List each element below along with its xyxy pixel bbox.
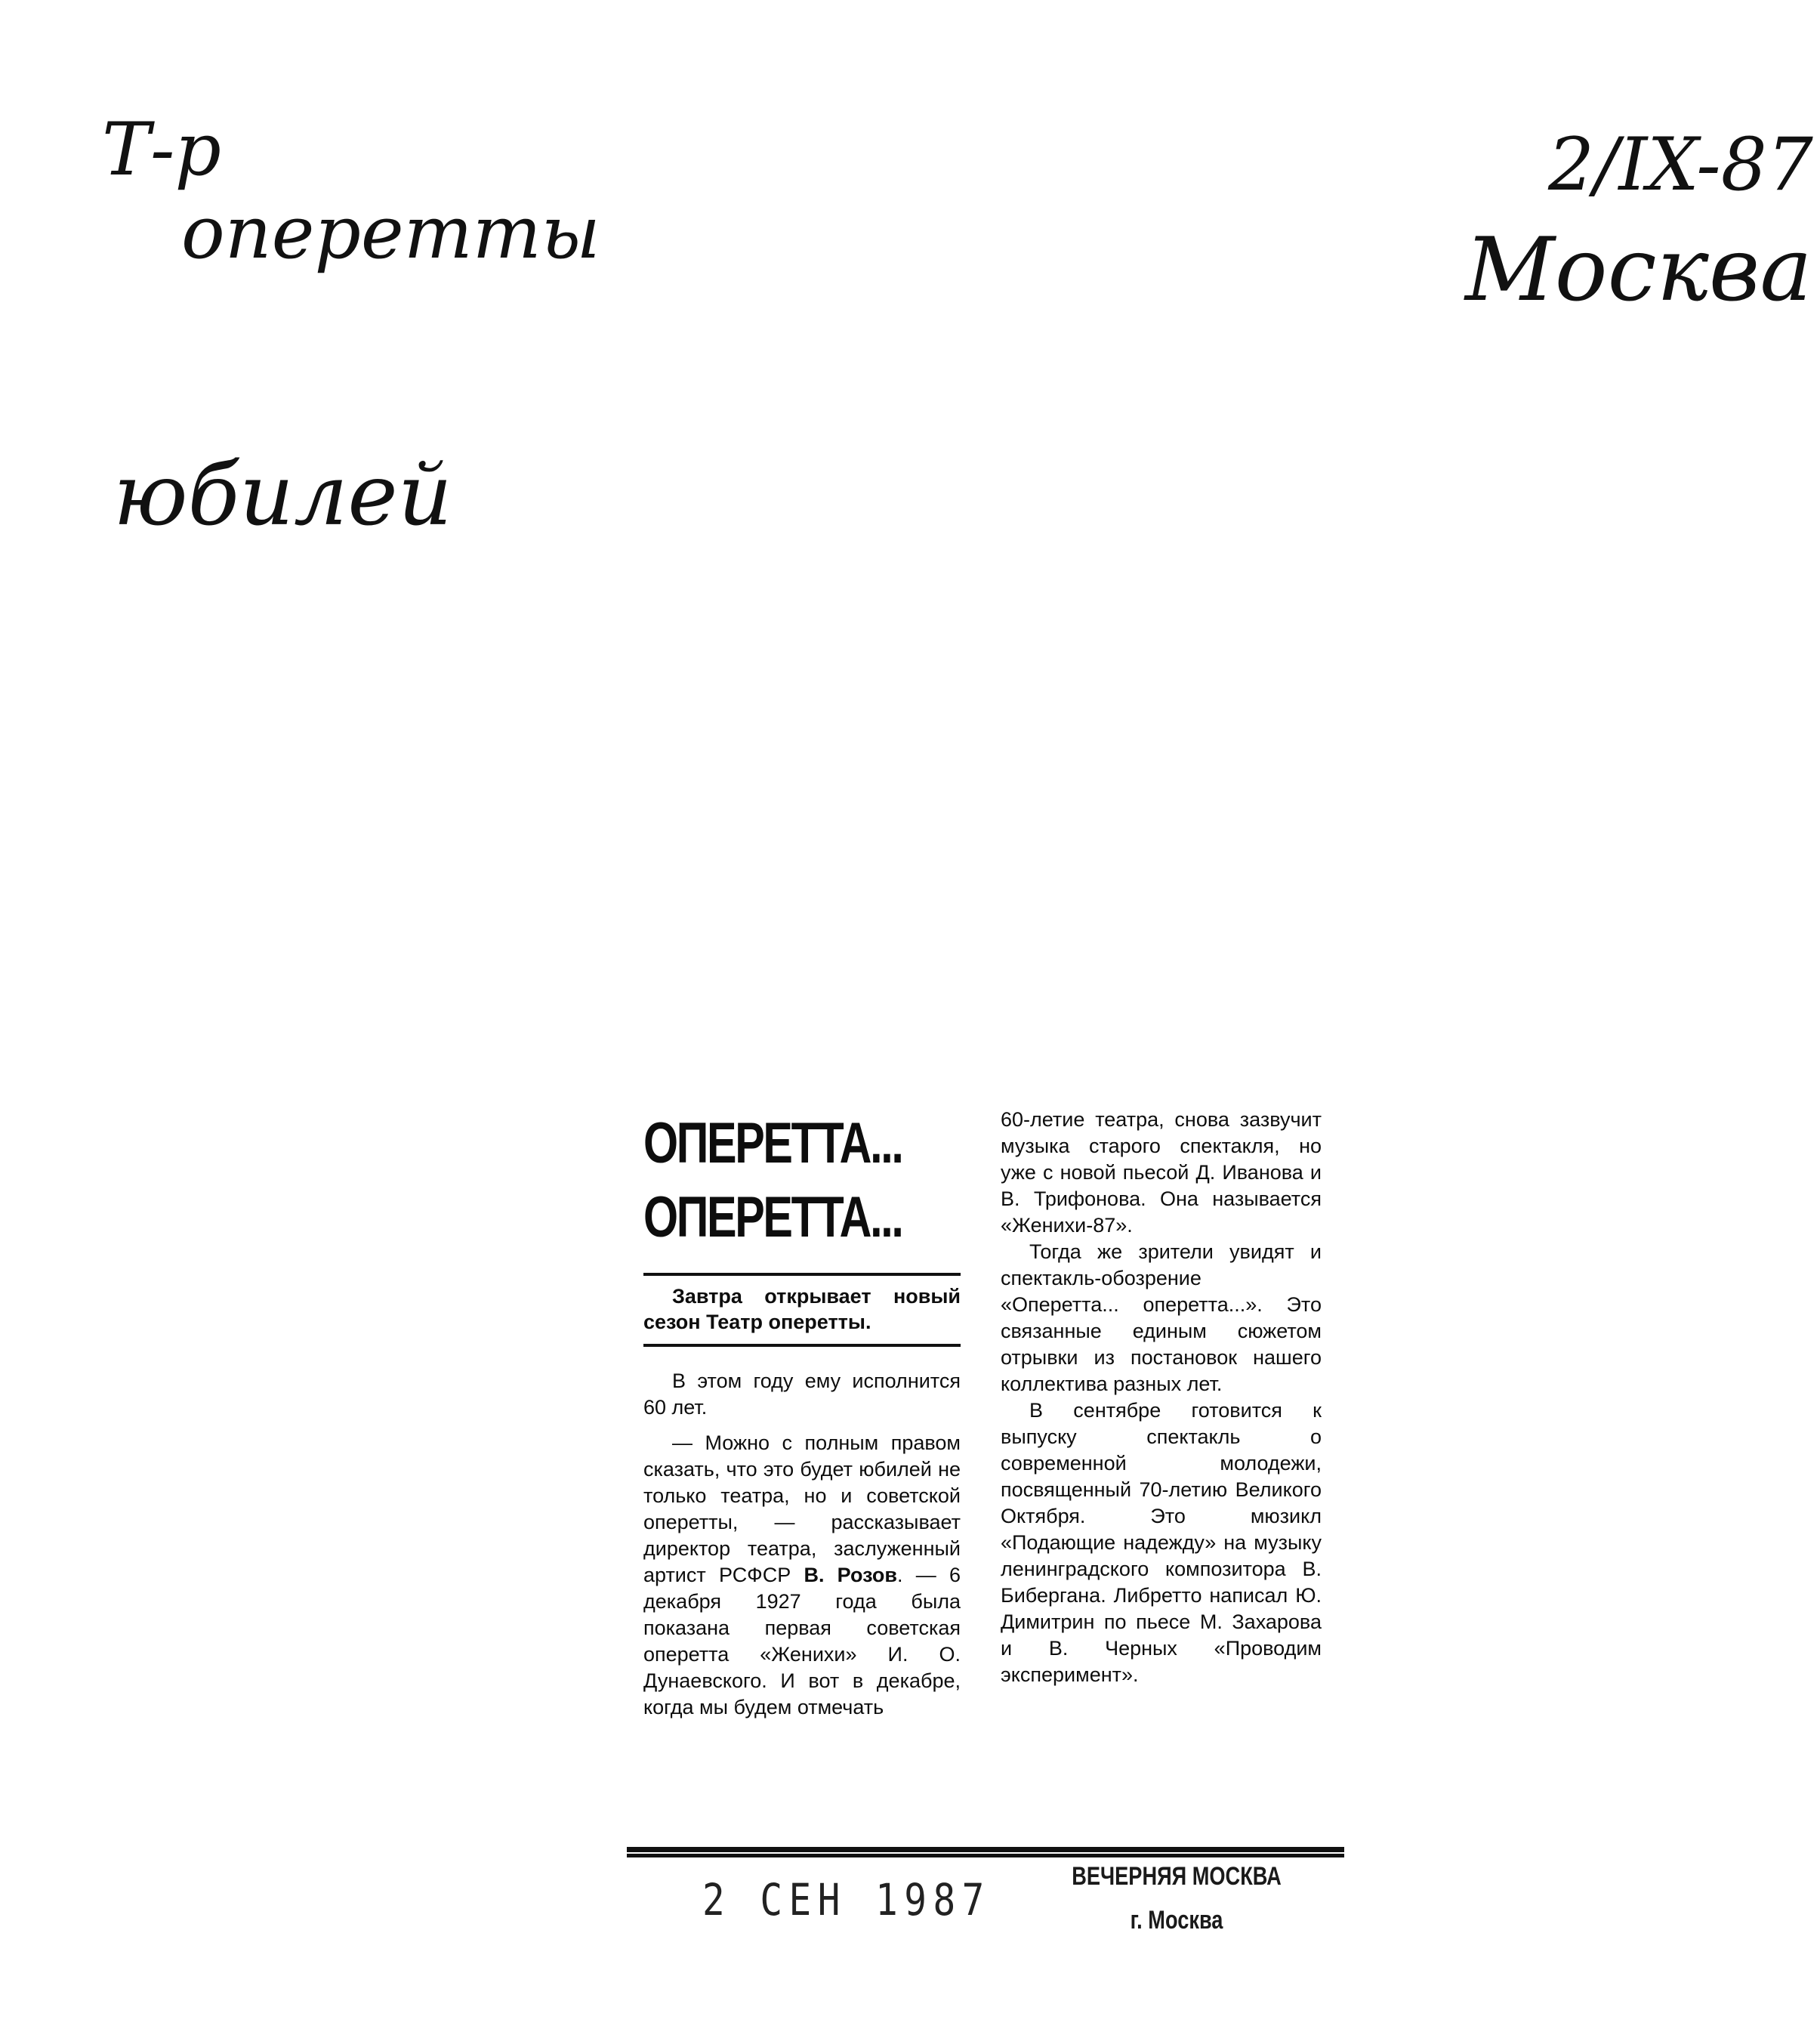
handwritten-city-note: Москва (1465, 219, 1812, 321)
newspaper-stamp (1050, 1854, 1303, 1942)
newspaper-city: г. Москва (1130, 1906, 1223, 1935)
handwritten-jubilee-note: юбилей (113, 446, 452, 545)
article-paragraph-2 (643, 1430, 961, 1721)
handwritten-theatre-note: Т-р (102, 107, 221, 192)
article-paragraph-2-continued: 60-летие театра, снова зазвучит музыка старого спектакля, но уже с новой пьесой Д. Иванова и В. Трифонова. Она называется «Женихи-87». (1001, 1108, 1322, 1237)
interviewee-name: В. Розов (804, 1564, 897, 1586)
article-right-column (1001, 1107, 1322, 1688)
newspaper-name: ВЕЧЕРНЯЯ МОСКВА (1072, 1862, 1282, 1891)
article-paragraph-1: В этом году ему исполнится 60 лет. (643, 1370, 961, 1419)
article-left-column (643, 1107, 961, 1721)
article-paragraph-4: В сентябре готовится к выпуску спектакль о современной молодежи, посвященный 70-летию Великого Октября. Это мюзикл «Подающие надежду» на музыку ленинградского композитора В. Бибергана. Либретто написал Ю. Димитрин по пьесе М. Захарова и В. Черных «Проводим эксперимент». (1001, 1399, 1322, 1686)
newspaper-clipping (627, 1092, 1344, 1935)
article-lead: Завтра открывает новый сезон Театр оперетты. (643, 1273, 961, 1347)
paragraph-2-text-b: . — 6 декабря 1927 года была показана первая советская оперетта «Женихи» И. О. Дунаевского. И вот в декабре, когда мы будем отмечать (643, 1564, 961, 1718)
date-stamp: 2 СЕН 1987 (702, 1874, 991, 1925)
handwritten-date-note: 2/IX-87 (1548, 122, 1813, 207)
handwritten-operetta-note: оперетты (181, 190, 600, 275)
article-paragraph-3: Тогда же зрители увидят и спектакль-обозрение «Оперетта... оперетта...». Это связанные единым сюжетом отрывки из постановок нашего коллектива разных лет. (1001, 1240, 1322, 1395)
headline-line-1: ОПЕРЕТТА... (643, 1111, 902, 1175)
paragraph-2-text-a: — Можно с полным правом сказать, что это будет юбилей не только театра, но и советской оперетты, — рассказывает директор театра, заслуженный артист РСФСР (643, 1431, 961, 1586)
headline-line-2: ОПЕРЕТТА... (643, 1185, 902, 1249)
